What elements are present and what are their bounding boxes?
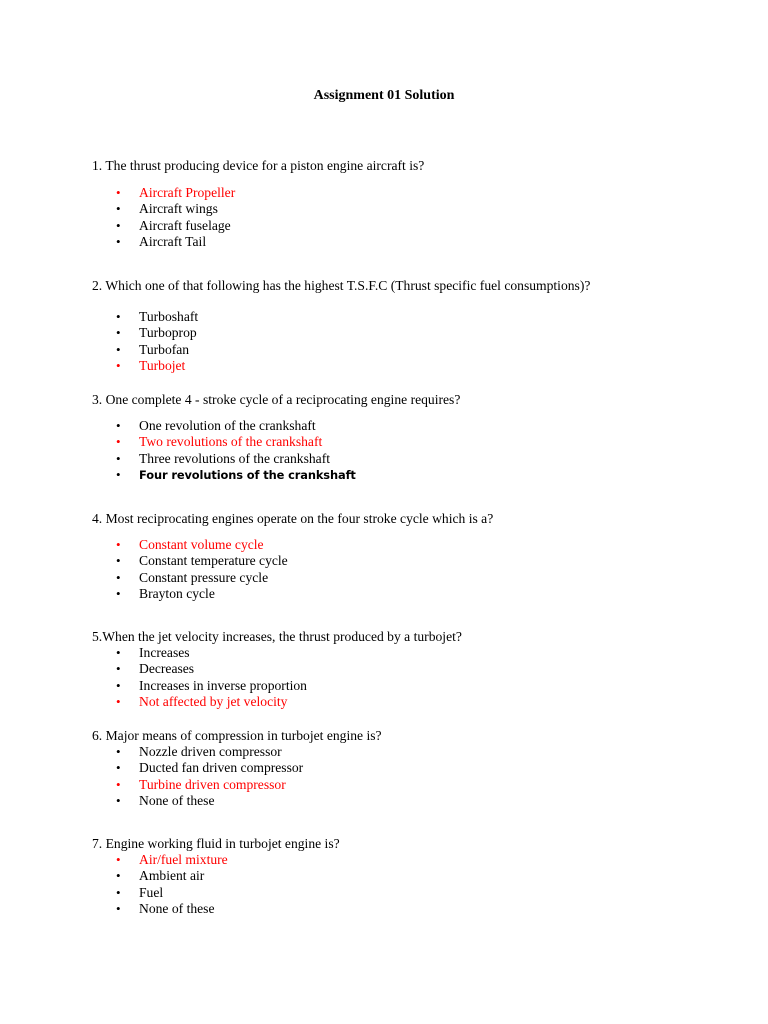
options-4 [0,537,288,603]
option-2-d [0,358,198,374]
option-7-a [0,852,228,868]
option-label: None of these [139,793,215,809]
option-2-b [0,325,198,341]
bullet-icon: • [116,661,121,677]
question-4: 4. Most reciprocating engines operate on the four stroke cycle which is a? [92,511,494,526]
bullet-icon: • [116,418,121,433]
option-label: Turboprop [139,325,197,341]
bullet-icon: • [116,434,121,450]
bullet-icon: • [116,467,121,483]
options-5 [0,645,307,711]
option-label: Nozzle driven compressor [139,744,282,759]
option-label: Brayton cycle [139,586,215,602]
option-label: Two revolutions of the crankshaft [139,434,323,450]
option-label: Increases [139,645,190,660]
bullet-icon: • [116,309,121,324]
option-1-c [0,218,235,234]
option-label: Aircraft Propeller [139,185,236,200]
option-5-b [0,661,307,677]
option-label: Fuel [139,884,164,900]
option-label: Increases in inverse proportion [139,677,307,693]
option-label: Turbofan [139,341,190,357]
option-label: Ambient air [139,868,205,884]
bullet-icon: • [116,884,121,900]
option-3-a [0,418,356,434]
options-7 [0,852,228,918]
options-6 [0,744,303,810]
question-5: 5.When the jet velocity increases, the thrust produced by a turbojet? [92,629,462,644]
option-5-c [0,678,307,694]
bullet-icon: • [116,744,121,759]
bullet-icon: • [116,645,121,660]
option-label: Constant pressure cycle [139,569,269,585]
option-4-b [0,553,288,569]
bullet-icon: • [116,694,121,710]
option-6-c [0,777,303,793]
bullet-icon: • [116,852,121,867]
bullet-icon: • [116,553,121,569]
option-7-c [0,885,228,901]
option-6-d [0,793,303,809]
option-label: Turboshaft [139,309,199,324]
option-label: Aircraft fuselage [139,217,231,233]
option-3-c [0,451,356,467]
bullet-icon: • [116,325,121,341]
option-5-a [0,645,307,661]
option-label: Turbine driven compressor [139,776,286,792]
bullet-icon: • [116,201,121,217]
bullet-icon: • [116,677,121,693]
bullet-icon: • [116,234,121,250]
bullet-icon: • [116,569,121,585]
option-label: Four revolutions of the crankshaft [139,468,356,483]
bullet-icon: • [116,185,121,200]
option-3-b [0,434,356,450]
bullet-icon: • [116,450,121,466]
option-label: Not affected by jet velocity [139,694,288,710]
options-1 [0,185,235,251]
question-7: 7. Engine working fluid in turbojet engine is? [92,836,340,851]
option-label: Aircraft wings [139,201,218,217]
option-label: None of these [139,901,215,917]
options-2 [0,309,198,375]
page-title: Assignment 01 Solution [313,88,455,103]
option-label: One revolution of the crankshaft [139,418,316,433]
bullet-icon: • [116,341,121,357]
question-6: 6. Major means of compression in turbojet engine is? [92,728,382,743]
option-label: Aircraft Tail [139,234,207,250]
option-label: Constant volume cycle [139,537,264,552]
bullet-icon: • [116,793,121,809]
option-label: Constant temperature cycle [139,553,288,569]
option-label: Air/fuel mixture [139,852,228,867]
option-6-a [0,744,303,760]
options-3 [0,418,356,484]
question-1: 1. The thrust producing device for a piston engine aircraft is? [92,158,425,173]
option-1-b [0,201,235,217]
option-7-d [0,901,228,917]
option-1-d [0,234,235,250]
option-2-c [0,342,198,358]
option-4-c [0,570,288,586]
option-4-d [0,586,288,602]
option-6-b [0,760,303,776]
question-2: 2. Which one of that following has the highest T.S.F.C (Thrust specific fuel consumptions)? [92,278,591,293]
bullet-icon: • [116,358,121,374]
option-label: Three revolutions of the crankshaft [139,450,330,466]
option-7-b [0,868,228,884]
option-1-a [0,185,235,201]
option-label: Turbojet [139,358,186,374]
bullet-icon: • [116,901,121,917]
bullet-icon: • [116,586,121,602]
option-label: Ducted fan driven compressor [139,760,304,776]
bullet-icon: • [116,776,121,792]
bullet-icon: • [116,537,121,552]
question-3: 3. One complete 4 - stroke cycle of a reciprocating engine requires? [92,392,461,407]
bullet-icon: • [116,217,121,233]
option-4-a [0,537,288,553]
option-5-d [0,694,307,710]
option-2-a [0,309,198,325]
bullet-icon: • [116,868,121,884]
bullet-icon: • [116,760,121,776]
option-3-d [0,467,356,483]
option-label: Decreases [139,661,195,677]
